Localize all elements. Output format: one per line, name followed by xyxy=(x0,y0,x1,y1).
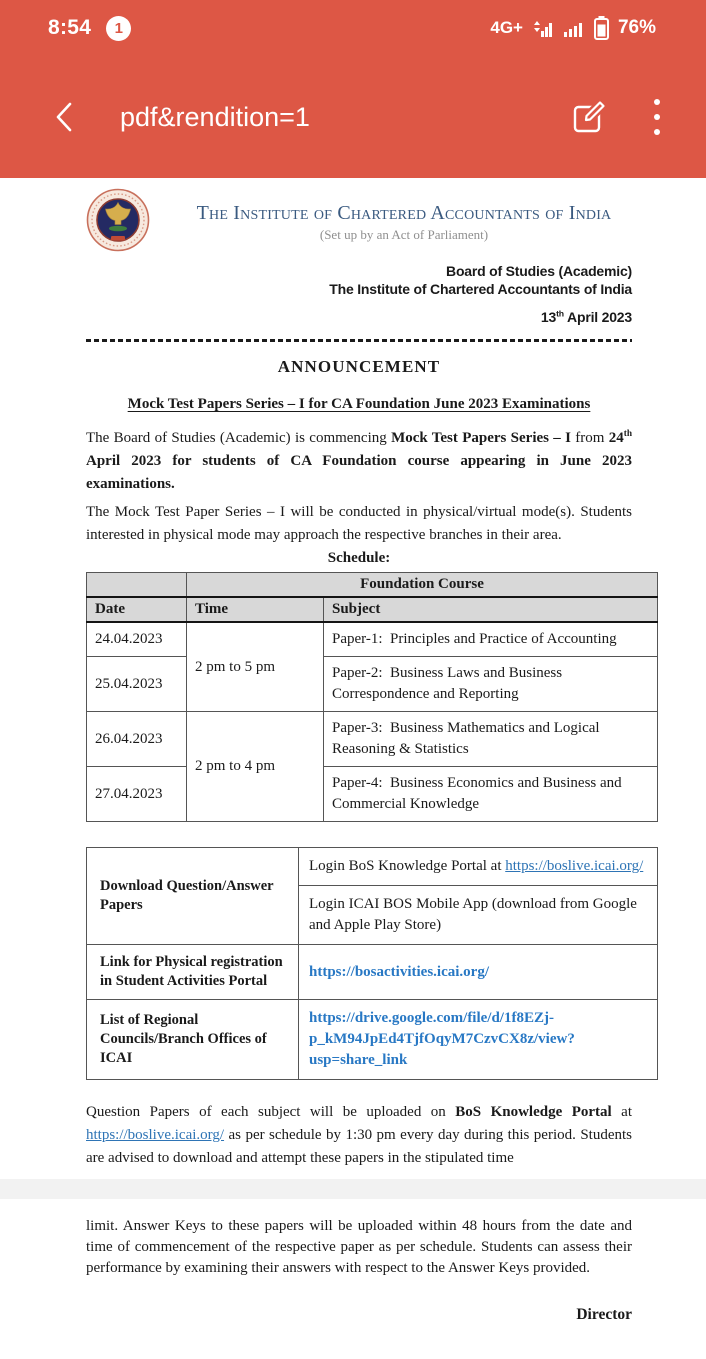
signal-strength-sim2-icon xyxy=(563,16,585,40)
org-name: The Institute of Chartered Accountants of India xyxy=(196,202,612,224)
subject-cell: Paper-2: Business Laws and Business Correspondence and Reporting xyxy=(324,657,658,712)
date-cell: 27.04.2023 xyxy=(87,767,187,822)
notification-badge xyxy=(106,16,131,41)
pdf-viewport[interactable] xyxy=(0,178,706,1359)
date-cell: 26.04.2023 xyxy=(87,712,187,767)
document-title: pdf&rendition=1 xyxy=(120,101,310,132)
time-cell: 2 pm to 5 pm xyxy=(187,622,324,712)
bosactivities-link[interactable]: https://bosactivities.icai.org/ xyxy=(309,963,489,980)
links-value-offices xyxy=(299,1000,658,1080)
battery-icon xyxy=(593,15,610,41)
table-row xyxy=(87,848,658,886)
links-value-portal: Login BoS Knowledge Portal at https://boslive.icai.org/ xyxy=(299,848,658,886)
subject-cell: Paper-4: Business Economics and Business and Commercial Knowledge xyxy=(324,767,658,822)
schedule-course-row xyxy=(87,573,658,598)
back-icon xyxy=(50,99,78,135)
links-label-offices: List of Regional Councils/Branch Offices of ICAI xyxy=(87,1000,299,1080)
department-block xyxy=(86,263,632,298)
time-cell: 2 pm to 4 pm xyxy=(187,712,324,822)
page-gap xyxy=(0,1179,706,1199)
status-bar xyxy=(0,0,706,56)
table-row xyxy=(87,657,658,712)
letterhead xyxy=(86,188,658,252)
schedule-header-row xyxy=(87,597,658,622)
signoff-director: Director xyxy=(576,1306,632,1323)
more-options-button[interactable] xyxy=(652,96,662,138)
date-cell: 24.04.2023 xyxy=(87,622,187,657)
more-options-icon xyxy=(652,96,662,138)
links-value-registration xyxy=(299,945,658,1000)
boslive-inline-link[interactable]: https://boslive.icai.org/ xyxy=(86,1127,225,1143)
course-header-cell: Foundation Course xyxy=(187,573,658,598)
back-button[interactable] xyxy=(50,99,78,135)
subject-cell: Paper-1: Principles and Practice of Accounting xyxy=(324,622,658,657)
links-value-mobile-app: Login ICAI BOS Mobile App (download from Google and Apple Play Store) xyxy=(299,886,658,945)
schedule-table xyxy=(86,572,658,822)
edit-icon xyxy=(570,98,608,136)
network-type-label: 4G+ xyxy=(490,18,523,37)
paragraph-answer-keys: limit. Answer Keys to these papers will be uploaded within 48 hours from the date and time of commencement of the respective paper as per schedule. Students can assess their performance by examining their answers with respect to the Answer Keys provided. xyxy=(86,1218,632,1276)
icai-logo xyxy=(86,188,150,252)
signal-strength-sim1-icon xyxy=(533,16,555,40)
col-subject: Subject xyxy=(324,597,658,622)
edit-button[interactable] xyxy=(570,98,608,136)
empty-cell xyxy=(87,573,187,598)
date-cell: 25.04.2023 xyxy=(87,657,187,712)
links-table xyxy=(86,847,658,1080)
org-tagline: (Set up by an Act of Parliament) xyxy=(319,227,489,242)
dashed-divider xyxy=(86,339,632,342)
document-date: 13th April 2023 xyxy=(540,308,632,325)
table-row xyxy=(87,622,658,657)
clock: 8:54 xyxy=(48,16,92,39)
subject-cell: Paper-3: Business Mathematics and Logical Reasoning & Statistics xyxy=(324,712,658,767)
announcement-heading: ANNOUNCEMENT xyxy=(277,357,441,376)
paragraph-mode: The Mock Test Paper Series – I will be conducted in physical/virtual mode(s). Students interested in physical mode may approach the respective branches in their area. xyxy=(86,504,632,543)
pdf-page-1 xyxy=(0,178,706,1179)
col-date: Date xyxy=(87,597,187,622)
dept-line-1: Board of Studies (Academic) xyxy=(446,263,632,279)
links-label-registration: Link for Physical registration in Student Activities Portal xyxy=(87,945,299,1000)
paragraph-intro: The Board of Studies (Academic) is commencing Mock Test Papers Series – I from 24th April 2023 for students of CA Foundation course appearing in June 2023 examinations. xyxy=(86,429,632,492)
drive-offices-link[interactable]: https://drive.google.com/file/d/1f8EZj-p_kM94JpEd4TjfOqyM7CzvCX8z/view?usp=share_link xyxy=(309,1010,575,1068)
table-row xyxy=(87,1000,658,1080)
table-row xyxy=(87,767,658,822)
col-time: Time xyxy=(187,597,324,622)
app-chrome xyxy=(0,0,706,178)
table-row xyxy=(87,945,658,1000)
letterhead-heading xyxy=(150,188,658,243)
paragraph-upload: Question Papers of each subject will be uploaded on BoS Knowledge Portal at https://boslive.icai.org/ as per schedule by 1:30 pm every day during this period. Students are advised to download and attempt these papers in the stipulated time xyxy=(86,1104,633,1166)
schedule-label: Schedule: xyxy=(327,550,391,566)
app-bar xyxy=(0,56,706,178)
table-row xyxy=(87,712,658,767)
boslive-portal-link[interactable]: https://boslive.icai.org/ xyxy=(505,858,644,874)
dept-line-2: The Institute of Chartered Accountants of India xyxy=(329,280,632,297)
announcement-subject: Mock Test Papers Series – I for CA Foundation June 2023 Examinations xyxy=(127,396,591,412)
links-label-download: Download Question/Answer Papers xyxy=(87,848,299,945)
pdf-page-2 xyxy=(0,1199,706,1359)
notification-count: 1 xyxy=(114,19,123,37)
battery-percent-label: 76% xyxy=(617,17,656,38)
